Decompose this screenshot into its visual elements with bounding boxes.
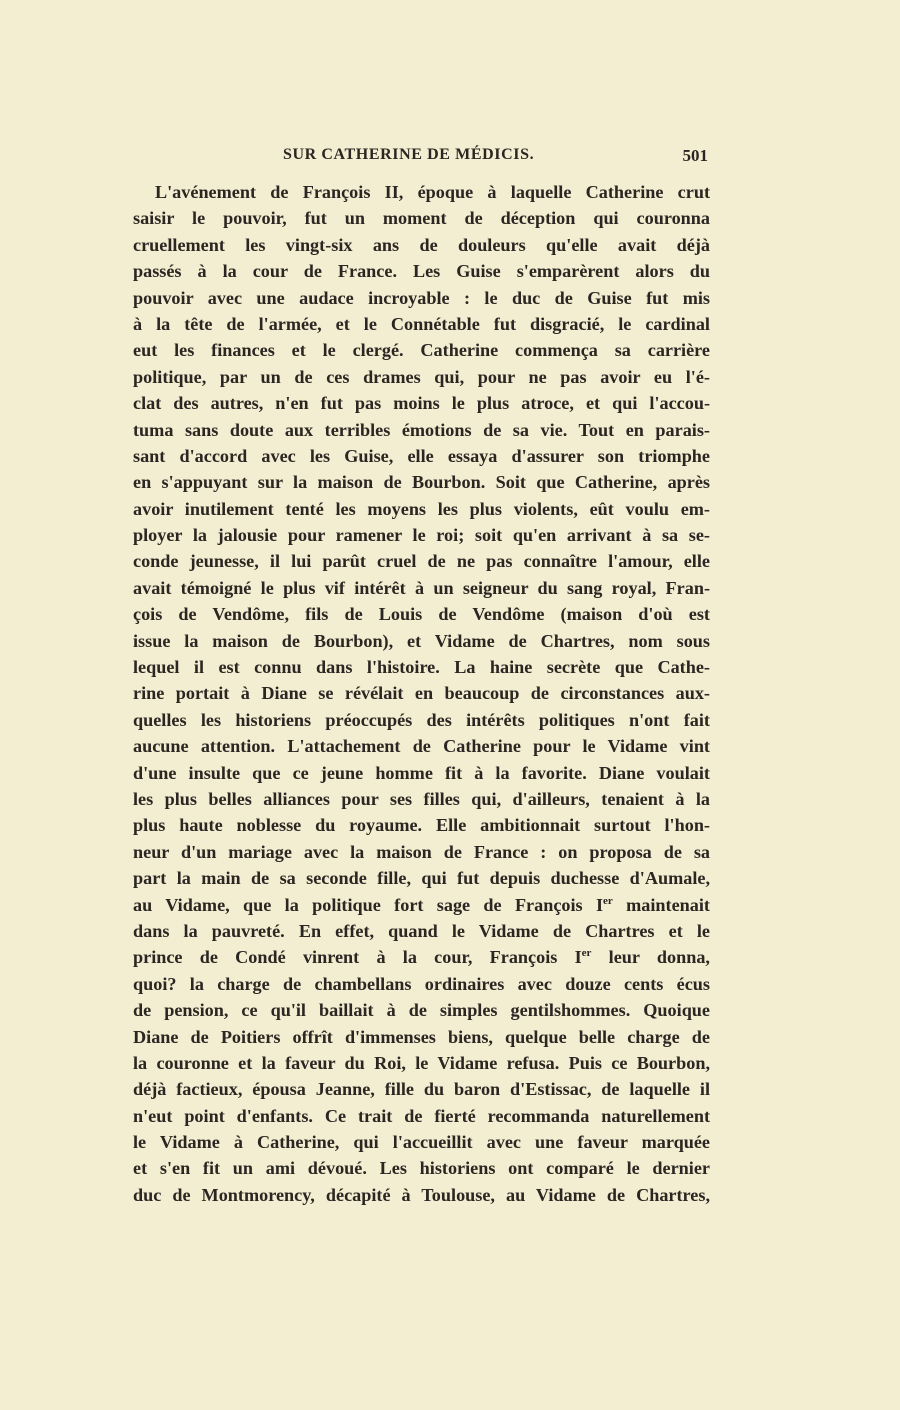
text-line: d'une insulte que ce jeune homme fit à la favorite. Diane voulait [133, 762, 710, 783]
text-line: rine portait à Diane se révélait en beaucoup de circonstances aux- [133, 683, 710, 704]
text-line: saisir le pouvoir, fut un moment de déception qui couronna [133, 208, 710, 229]
text-line: çois de Vendôme, fils de Louis de Vendôme (maison d'où est [133, 604, 710, 625]
text-line: prince de Condé vinrent à la cour, François Ier leur donna, [133, 947, 710, 968]
text-line: eut les finances et le clergé. Catherine commença sa carrière [133, 340, 710, 361]
page-header [133, 146, 710, 170]
text-line: avait témoigné le plus vif intérêt à un seigneur du sang royal, Fran- [133, 577, 710, 598]
text-line: duc de Montmorency, décapité à Toulouse, au Vidame de Chartres, [133, 1184, 710, 1205]
text-line: conde jeunesse, il lui parût cruel de ne pas connaître l'amour, elle [133, 551, 710, 572]
text-line: part la main de sa seconde fille, qui fut depuis duchesse d'Aumale, [133, 868, 710, 889]
text-line: Diane de Poitiers offrît d'immenses biens, quelque belle charge de [133, 1026, 710, 1047]
text-line: la couronne et la faveur du Roi, le Vidame refusa. Puis ce Bourbon, [133, 1052, 710, 1073]
text-line: aucune attention. L'attachement de Catherine pour le Vidame vint [133, 736, 710, 757]
text-line: au Vidame, que la politique fort sage de François Ier maintenait [133, 894, 710, 915]
text-line: pouvoir avec une audace incroyable : le duc de Guise fut mis [133, 287, 710, 308]
text-line: de pension, ce qu'il baillait à de simples gentilshommes. Quoique [133, 1000, 710, 1021]
text-line: le Vidame à Catherine, qui l'accueillit avec une faveur marquée [133, 1132, 710, 1153]
text-line: quoi? la charge de chambellans ordinaires avec douze cents écus [133, 973, 710, 994]
text-line: quelles les historiens préoccupés des intérêts politiques n'ont fait [133, 709, 710, 730]
text-line: dans la pauvreté. En effet, quand le Vidame de Chartres et le [133, 920, 710, 941]
text-line: les plus belles alliances pour ses filles qui, d'ailleurs, tenaient à la [133, 788, 710, 809]
text-line: avoir inutilement tenté les moyens les plus violents, eût voulu em- [133, 498, 710, 519]
text-line: à la tête de l'armée, et le Connétable fut disgracié, le cardinal [133, 313, 710, 334]
text-line: neur d'un mariage avec la maison de France : on proposa de sa [133, 841, 710, 862]
text-line: plus haute noblesse du royaume. Elle ambitionnait surtout l'hon- [133, 815, 710, 836]
page-number: 501 [682, 146, 708, 165]
text-line: sant d'accord avec les Guise, elle essaya d'assurer son triomphe [133, 445, 710, 466]
text-line: en s'appuyant sur la maison de Bourbon. Soit que Catherine, après [133, 472, 710, 493]
text-line: tuma sans doute aux terribles émotions de sa vie. Tout en parais- [133, 419, 710, 440]
text-line: lequel il est connu dans l'histoire. La haine secrète que Cathe- [133, 657, 710, 678]
text-line: L'avénement de François II, époque à laquelle Catherine crut [155, 182, 710, 202]
body-text [133, 179, 710, 1208]
running-title: SUR CATHERINE DE MÉDICIS. [283, 146, 535, 163]
text-line: et s'en fit un ami dévoué. Les historiens ont comparé le dernier [133, 1158, 710, 1179]
text-line: cruellement les vingt-six ans de douleurs qu'elle avait déjà [133, 234, 710, 255]
text-line: déjà factieux, épousa Jeanne, fille du baron d'Estissac, de laquelle il [133, 1079, 710, 1100]
text-line: n'eut point d'enfants. Ce trait de fierté recommanda naturellement [133, 1105, 710, 1126]
text-line: passés à la cour de France. Les Guise s'emparèrent alors du [133, 261, 710, 282]
text-line: issue la maison de Bourbon), et Vidame de Chartres, nom sous [133, 630, 710, 651]
text-line: politique, par un de ces drames qui, pour ne pas avoir eu l'é- [133, 366, 710, 387]
text-line: ployer la jalousie pour ramener le roi; soit qu'en arrivant à sa se- [133, 525, 710, 546]
text-line: clat des autres, n'en fut pas moins le plus atroce, et qui l'accou- [133, 393, 710, 414]
